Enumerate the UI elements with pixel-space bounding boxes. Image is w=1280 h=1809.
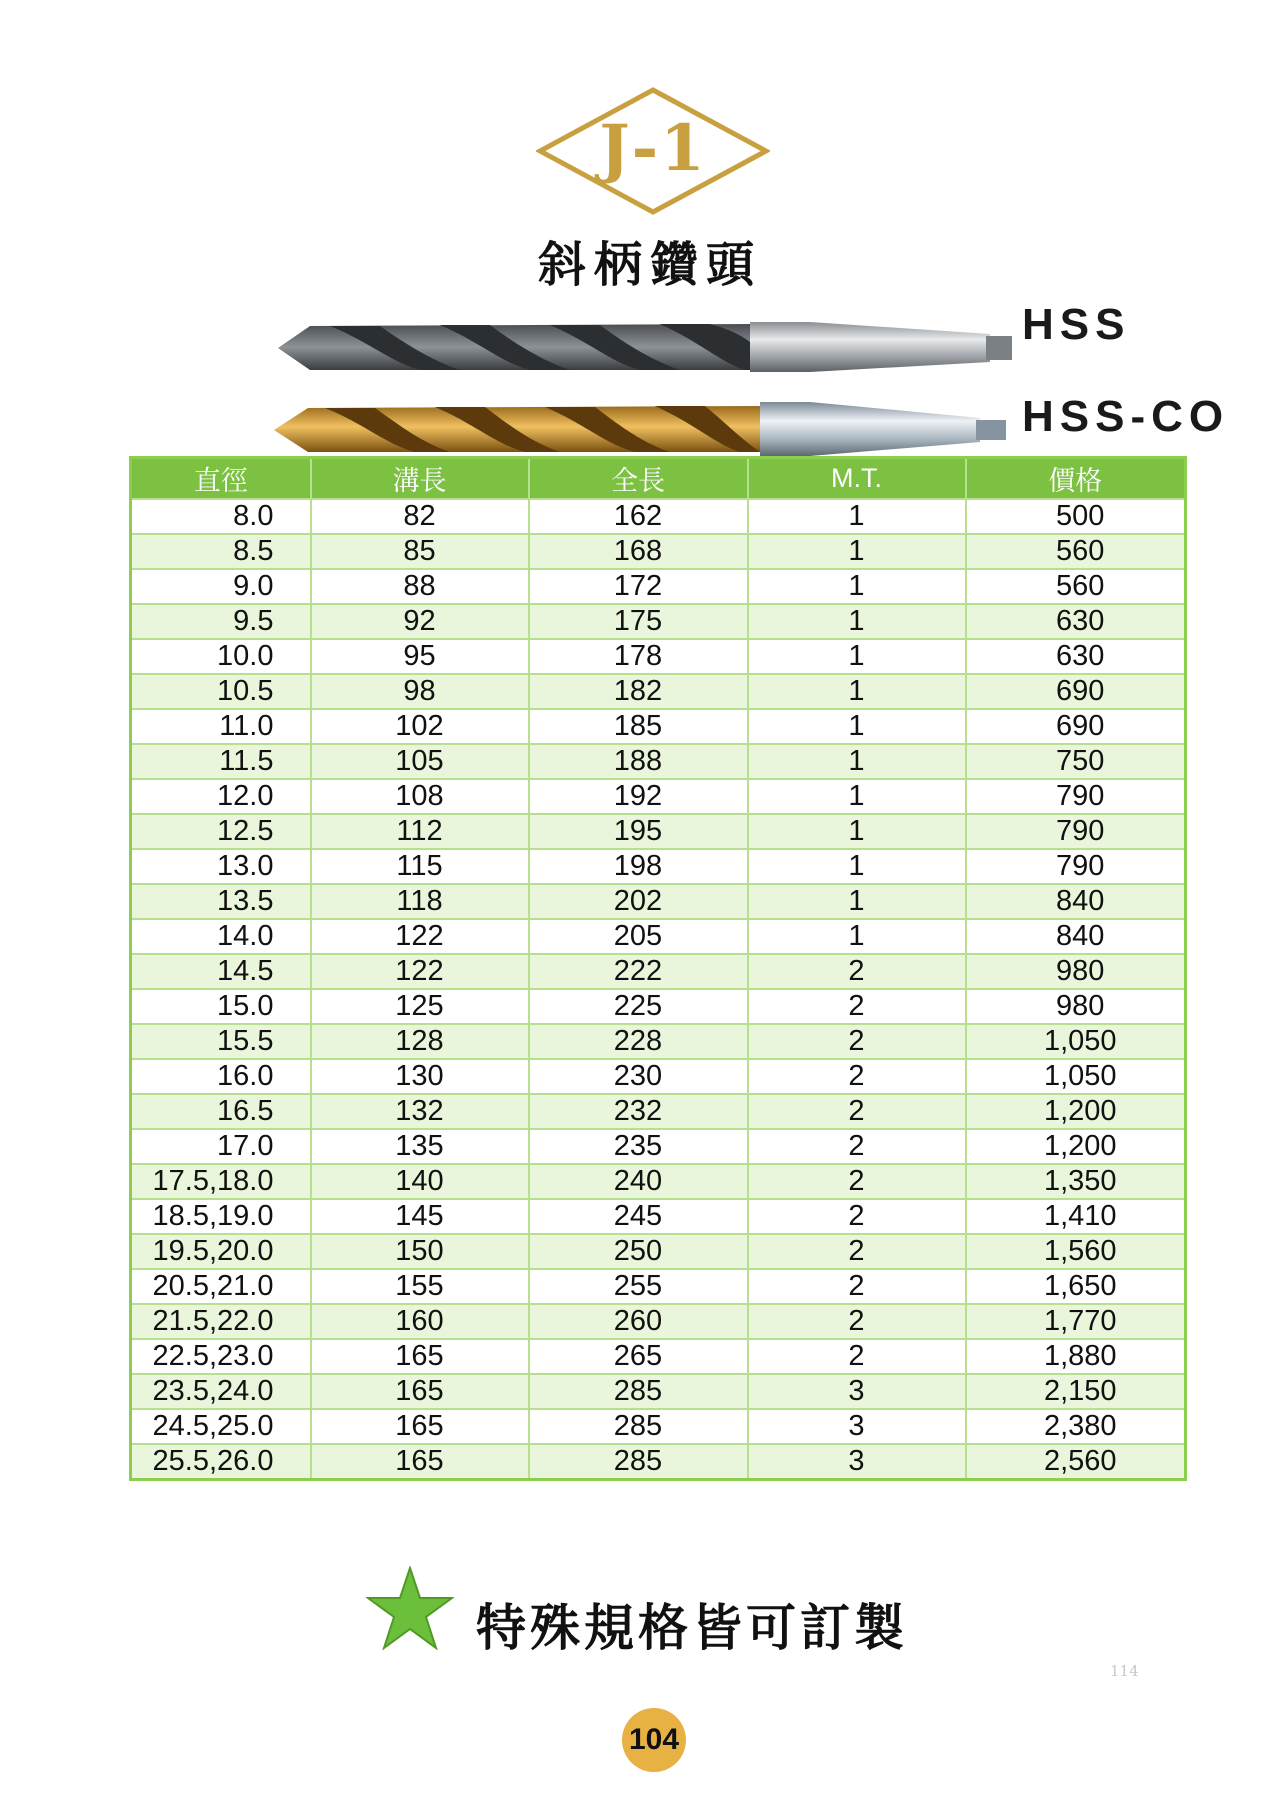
cell-price: 1,770 [966, 1304, 1186, 1339]
cell-morse-taper: 3 [748, 1409, 966, 1444]
cell-overall-length: 162 [529, 499, 748, 534]
cell-diameter: 10.0 [131, 639, 311, 674]
cell-morse-taper: 1 [748, 674, 966, 709]
cell-overall-length: 235 [529, 1129, 748, 1164]
table-row [131, 814, 1186, 849]
cell-flute-length: 88 [311, 569, 529, 604]
table-row [131, 1059, 1186, 1094]
cell-diameter: 14.0 [131, 919, 311, 954]
cell-overall-length: 178 [529, 639, 748, 674]
cell-flute-length: 122 [311, 919, 529, 954]
cell-overall-length: 285 [529, 1444, 748, 1480]
cell-price: 1,650 [966, 1269, 1186, 1304]
cell-flute-length: 140 [311, 1164, 529, 1199]
cell-flute-length: 105 [311, 744, 529, 779]
cell-price: 690 [966, 709, 1186, 744]
cell-diameter: 22.5,23.0 [131, 1339, 311, 1374]
cell-flute-length: 128 [311, 1024, 529, 1059]
cell-flute-length: 145 [311, 1199, 529, 1234]
cell-overall-length: 265 [529, 1339, 748, 1374]
cell-morse-taper: 1 [748, 919, 966, 954]
cell-flute-length: 160 [311, 1304, 529, 1339]
table-row [131, 709, 1186, 744]
table-row [131, 1339, 1186, 1374]
custom-order-note: 特殊規格皆可訂製 [476, 1599, 908, 1657]
cell-price: 560 [966, 534, 1186, 569]
cell-diameter: 24.5,25.0 [131, 1409, 311, 1444]
cell-morse-taper: 2 [748, 1304, 966, 1339]
cell-flute-length: 165 [311, 1409, 529, 1444]
cell-flute-length: 115 [311, 849, 529, 884]
cell-overall-length: 192 [529, 779, 748, 814]
cell-diameter: 11.5 [131, 744, 311, 779]
header-price: 價格 [966, 458, 1186, 500]
cell-overall-length: 182 [529, 674, 748, 709]
cell-morse-taper: 3 [748, 1374, 966, 1409]
cell-flute-length: 132 [311, 1094, 529, 1129]
table-row [131, 849, 1186, 884]
table-row [131, 884, 1186, 919]
cell-overall-length: 285 [529, 1374, 748, 1409]
product-code: J-1 [599, 111, 707, 186]
cell-diameter: 9.5 [131, 604, 311, 639]
cell-morse-taper: 1 [748, 884, 966, 919]
cell-price: 2,560 [966, 1444, 1186, 1480]
table-row [131, 1269, 1186, 1304]
cell-overall-length: 225 [529, 989, 748, 1024]
cell-flute-length: 118 [311, 884, 529, 919]
table-row [131, 1444, 1186, 1480]
table-row [131, 499, 1186, 534]
cell-diameter: 15.5 [131, 1024, 311, 1059]
cell-morse-taper: 1 [748, 569, 966, 604]
cell-diameter: 25.5,26.0 [131, 1444, 311, 1480]
table-row [131, 954, 1186, 989]
cell-flute-length: 155 [311, 1269, 529, 1304]
cell-flute-length: 108 [311, 779, 529, 814]
cell-flute-length: 85 [311, 534, 529, 569]
cell-price: 1,050 [966, 1059, 1186, 1094]
cell-flute-length: 165 [311, 1444, 529, 1480]
hss-co-label: HSS-CO [1022, 392, 1230, 441]
cell-price: 2,380 [966, 1409, 1186, 1444]
cell-overall-length: 230 [529, 1059, 748, 1094]
cell-morse-taper: 3 [748, 1444, 966, 1480]
drill-spec-table [129, 456, 1187, 1481]
header-diameter: 直徑 [131, 458, 311, 500]
cell-morse-taper: 1 [748, 709, 966, 744]
cell-overall-length: 260 [529, 1304, 748, 1339]
cell-overall-length: 198 [529, 849, 748, 884]
star-icon [366, 1566, 454, 1650]
cell-morse-taper: 2 [748, 1269, 966, 1304]
table-row [131, 989, 1186, 1024]
cell-price: 1,200 [966, 1129, 1186, 1164]
cell-overall-length: 185 [529, 709, 748, 744]
table-row [131, 1409, 1186, 1444]
cell-price: 980 [966, 989, 1186, 1024]
cell-price: 1,050 [966, 1024, 1186, 1059]
cell-diameter: 12.5 [131, 814, 311, 849]
table-row [131, 1199, 1186, 1234]
cell-price: 1,880 [966, 1339, 1186, 1374]
cell-diameter: 19.5,20.0 [131, 1234, 311, 1269]
cell-flute-length: 150 [311, 1234, 529, 1269]
table-row [131, 1164, 1186, 1199]
table-row [131, 779, 1186, 814]
cell-diameter: 16.0 [131, 1059, 311, 1094]
cell-morse-taper: 2 [748, 989, 966, 1024]
cell-diameter: 16.5 [131, 1094, 311, 1129]
cell-flute-length: 82 [311, 499, 529, 534]
cell-diameter: 17.5,18.0 [131, 1164, 311, 1199]
cell-price: 980 [966, 954, 1186, 989]
cell-morse-taper: 2 [748, 1339, 966, 1374]
table-row [131, 744, 1186, 779]
cell-overall-length: 175 [529, 604, 748, 639]
cell-diameter: 12.0 [131, 779, 311, 814]
cell-morse-taper: 2 [748, 1234, 966, 1269]
table-row [131, 1024, 1186, 1059]
cell-morse-taper: 1 [748, 604, 966, 639]
hss-drill-icon [270, 312, 1020, 382]
cell-diameter: 8.5 [131, 534, 311, 569]
cell-price: 790 [966, 814, 1186, 849]
cell-flute-length: 122 [311, 954, 529, 989]
cell-price: 1,200 [966, 1094, 1186, 1129]
table-row [131, 639, 1186, 674]
cell-diameter: 13.0 [131, 849, 311, 884]
table-row [131, 1094, 1186, 1129]
cell-flute-length: 112 [311, 814, 529, 849]
cell-flute-length: 135 [311, 1129, 529, 1164]
page-number: 104 [622, 1708, 686, 1772]
cell-overall-length: 195 [529, 814, 748, 849]
cell-diameter: 21.5,22.0 [131, 1304, 311, 1339]
cell-overall-length: 255 [529, 1269, 748, 1304]
cell-overall-length: 245 [529, 1199, 748, 1234]
cell-overall-length: 172 [529, 569, 748, 604]
cell-overall-length: 188 [529, 744, 748, 779]
cell-morse-taper: 2 [748, 954, 966, 989]
cell-morse-taper: 1 [748, 814, 966, 849]
cell-price: 840 [966, 919, 1186, 954]
cell-flute-length: 125 [311, 989, 529, 1024]
cell-diameter: 14.5 [131, 954, 311, 989]
cell-morse-taper: 1 [748, 534, 966, 569]
cell-flute-length: 92 [311, 604, 529, 639]
cell-price: 1,410 [966, 1199, 1186, 1234]
cell-flute-length: 98 [311, 674, 529, 709]
cell-price: 500 [966, 499, 1186, 534]
table-row [131, 534, 1186, 569]
cell-overall-length: 168 [529, 534, 748, 569]
cell-diameter: 11.0 [131, 709, 311, 744]
cell-morse-taper: 2 [748, 1094, 966, 1129]
cell-morse-taper: 1 [748, 499, 966, 534]
table-row [131, 1234, 1186, 1269]
cell-diameter: 18.5,19.0 [131, 1199, 311, 1234]
cell-diameter: 23.5,24.0 [131, 1374, 311, 1409]
cell-flute-length: 95 [311, 639, 529, 674]
cell-morse-taper: 2 [748, 1059, 966, 1094]
table-header-row [131, 458, 1186, 500]
cell-price: 630 [966, 639, 1186, 674]
table-row [131, 919, 1186, 954]
cell-price: 560 [966, 569, 1186, 604]
table-row [131, 674, 1186, 709]
table-row [131, 604, 1186, 639]
cell-flute-length: 130 [311, 1059, 529, 1094]
cell-diameter: 9.0 [131, 569, 311, 604]
cell-overall-length: 240 [529, 1164, 748, 1199]
cell-price: 1,350 [966, 1164, 1186, 1199]
cell-price: 2,150 [966, 1374, 1186, 1409]
cell-flute-length: 165 [311, 1374, 529, 1409]
cell-overall-length: 205 [529, 919, 748, 954]
cell-diameter: 8.0 [131, 499, 311, 534]
cell-price: 790 [966, 779, 1186, 814]
cell-diameter: 15.0 [131, 989, 311, 1024]
cell-morse-taper: 1 [748, 744, 966, 779]
cell-flute-length: 102 [311, 709, 529, 744]
cell-morse-taper: 1 [748, 779, 966, 814]
header-flute-length: 溝長 [311, 458, 529, 500]
cell-diameter: 20.5,21.0 [131, 1269, 311, 1304]
cell-morse-taper: 2 [748, 1024, 966, 1059]
cell-price: 750 [966, 744, 1186, 779]
cell-overall-length: 232 [529, 1094, 748, 1129]
table-row [131, 1374, 1186, 1409]
cell-flute-length: 165 [311, 1339, 529, 1374]
cell-price: 1,560 [966, 1234, 1186, 1269]
hss-co-drill-icon [270, 394, 1020, 464]
faint-page-mark: 114 [1110, 1662, 1139, 1680]
cell-morse-taper: 2 [748, 1199, 966, 1234]
header-morse-taper: M.T. [748, 458, 966, 500]
cell-overall-length: 202 [529, 884, 748, 919]
cell-morse-taper: 2 [748, 1129, 966, 1164]
cell-morse-taper: 1 [748, 639, 966, 674]
cell-overall-length: 250 [529, 1234, 748, 1269]
cell-diameter: 17.0 [131, 1129, 311, 1164]
cell-morse-taper: 2 [748, 1164, 966, 1199]
cell-price: 690 [966, 674, 1186, 709]
cell-diameter: 13.5 [131, 884, 311, 919]
cell-price: 630 [966, 604, 1186, 639]
cell-diameter: 10.5 [131, 674, 311, 709]
cell-price: 790 [966, 849, 1186, 884]
cell-overall-length: 228 [529, 1024, 748, 1059]
cell-overall-length: 222 [529, 954, 748, 989]
cell-price: 840 [966, 884, 1186, 919]
cell-morse-taper: 1 [748, 849, 966, 884]
hss-label: HSS [1022, 300, 1131, 349]
header-overall-length: 全長 [529, 458, 748, 500]
page-title: 斜柄鑽頭 [537, 237, 762, 293]
cell-overall-length: 285 [529, 1409, 748, 1444]
table-row [131, 1304, 1186, 1339]
table-row [131, 1129, 1186, 1164]
table-row [131, 569, 1186, 604]
